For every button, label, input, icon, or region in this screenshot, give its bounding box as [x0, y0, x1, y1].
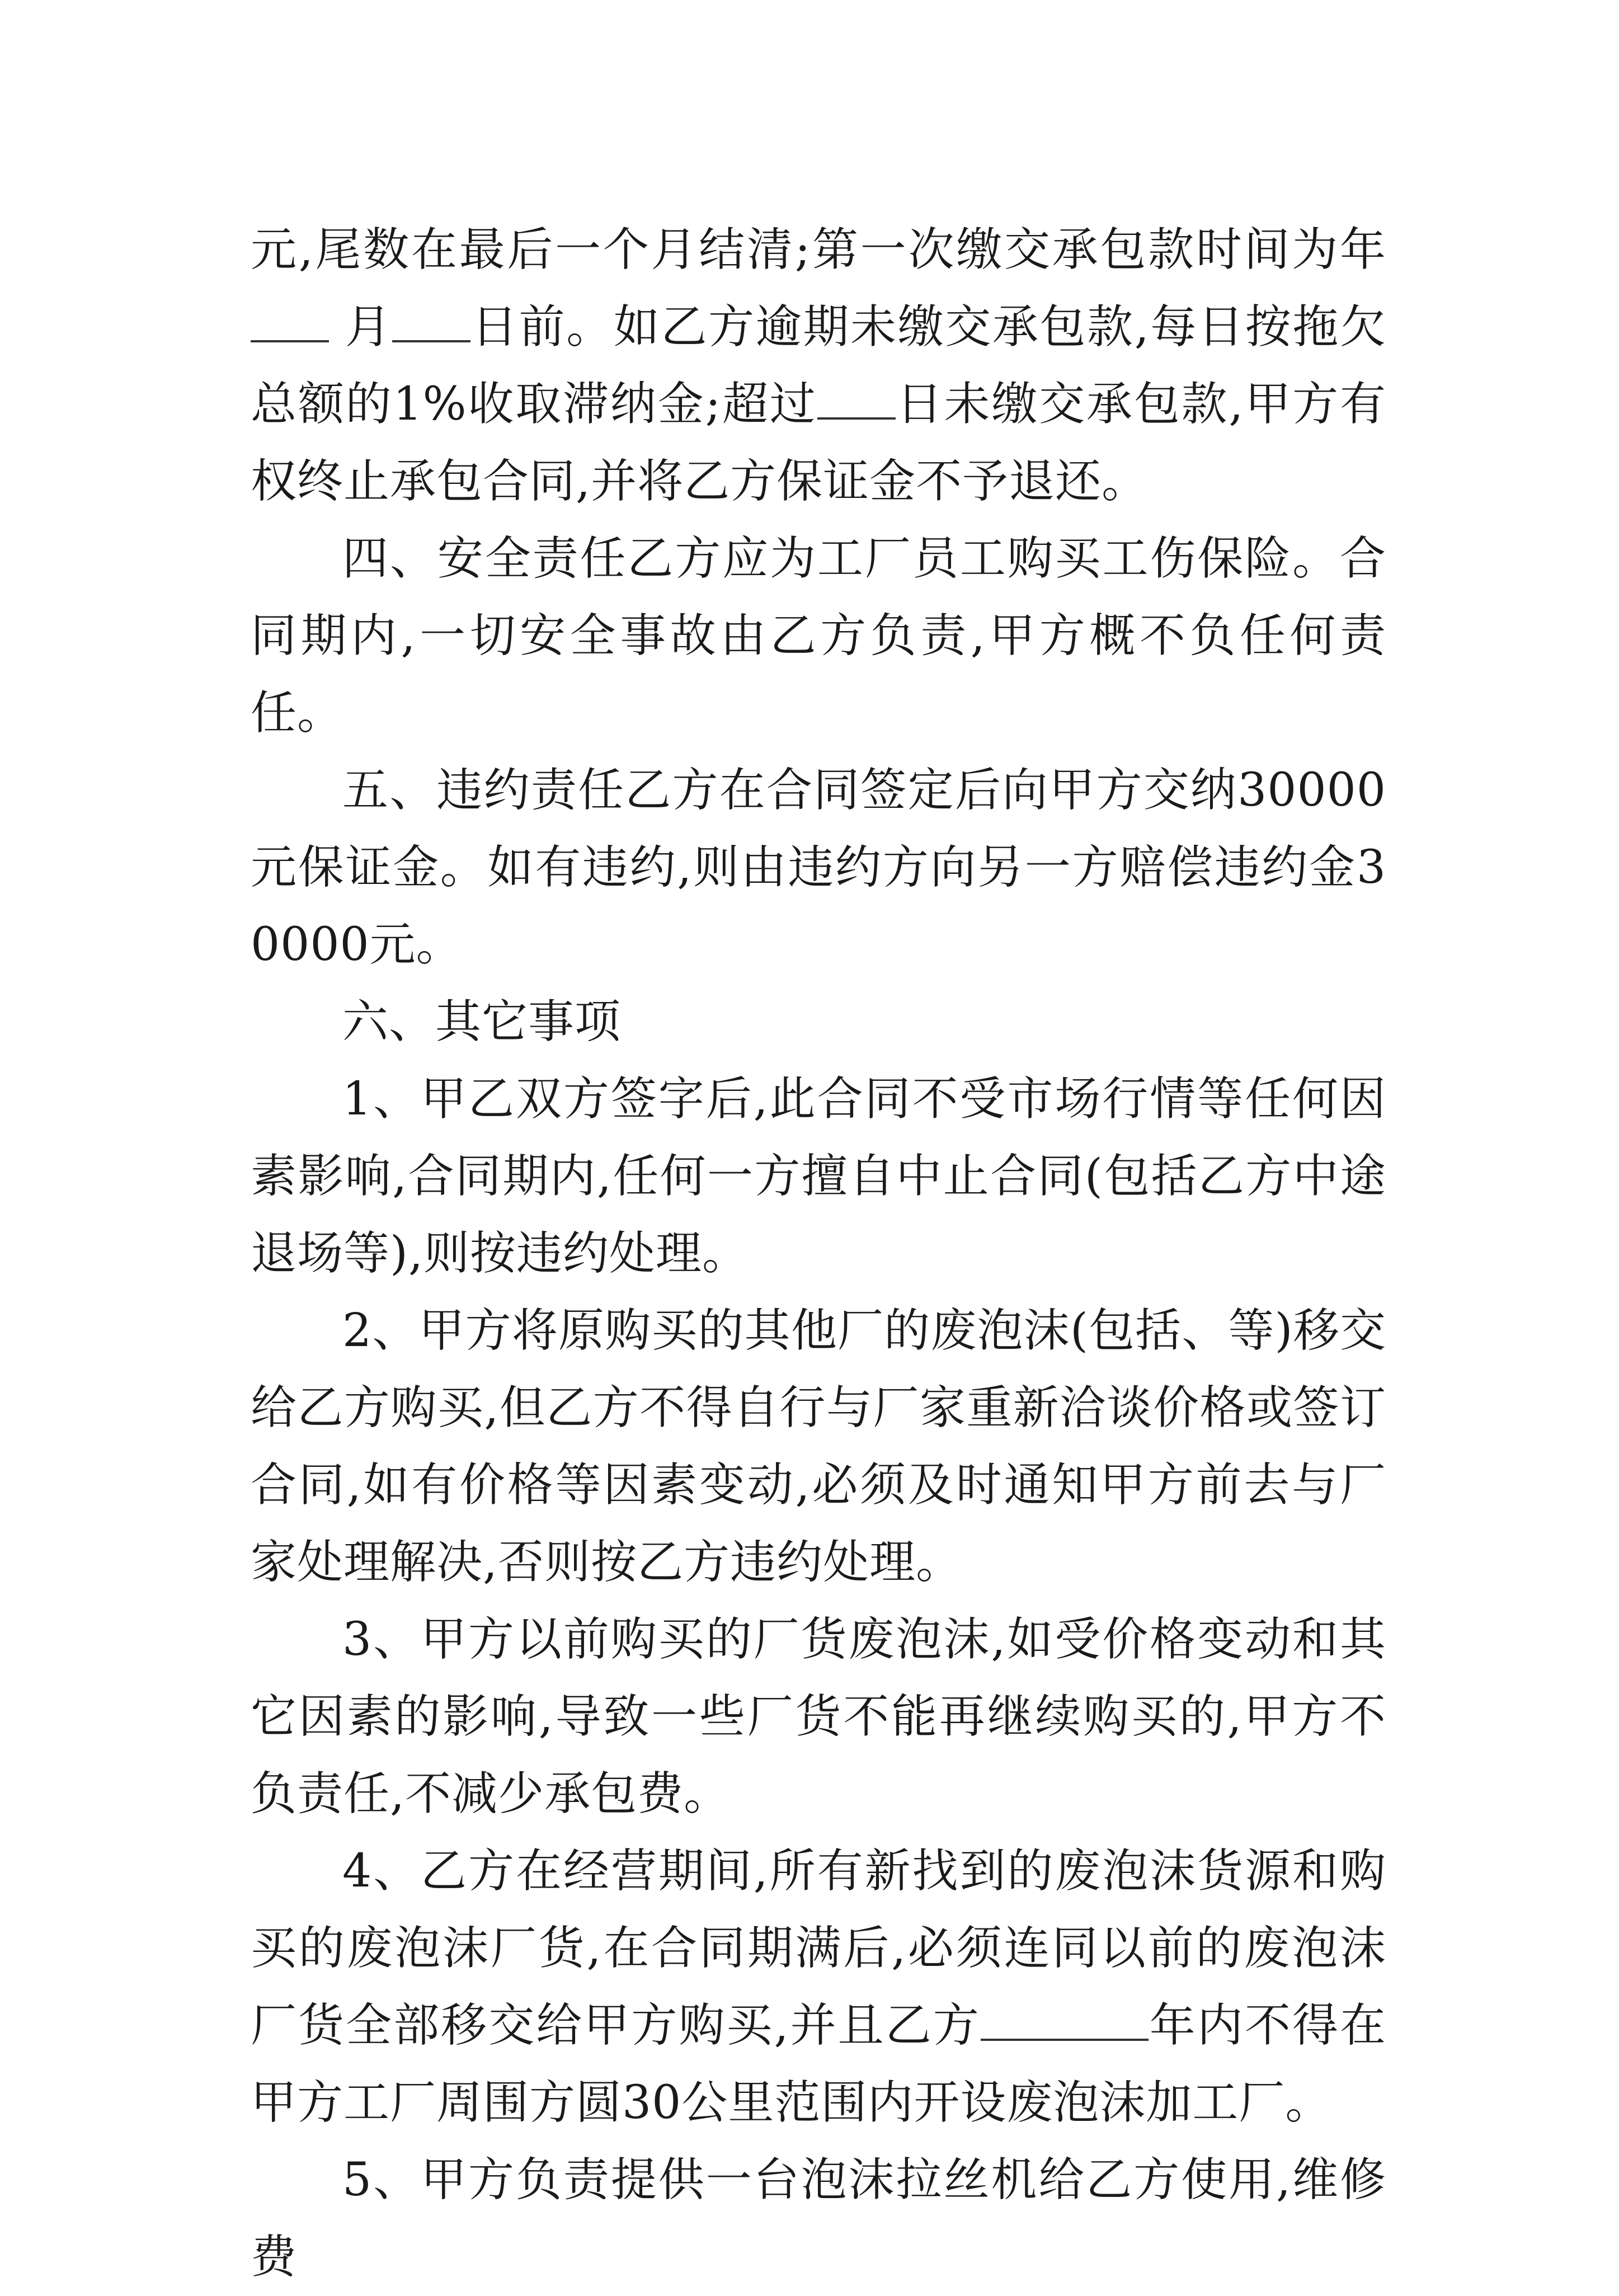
document-body	[251, 211, 1386, 2296]
clause-4	[251, 1833, 1386, 2142]
clause-2	[251, 1292, 1386, 1601]
paragraph-safety-responsibility	[251, 520, 1386, 752]
fill-in-blank-days	[817, 378, 896, 420]
text-segment: 日前。如乙方逾期未缴交承包款,每日按拖欠总额的1%收取滞纳金;超过	[251, 300, 1386, 431]
paragraph-payment-terms	[251, 211, 1386, 520]
fill-in-blank-years	[981, 1999, 1149, 2041]
text-segment: 5、甲方负责提供一台泡沫拉丝机给乙方使用,维修费	[251, 2153, 1386, 2284]
text-segment: 五、违约责任乙方在合同签定后向甲方交纳30000元保证金。如有违约,则由违约方向另一方赔偿违约金30000元。	[251, 764, 1386, 971]
fill-in-blank-year	[251, 301, 329, 342]
text-segment: 3、甲方以前购买的厂货废泡沫,如受价格变动和其它因素的影响,导致一些厂货不能再继续购买的,甲方不负责任,不减少承包费。	[251, 1613, 1386, 1820]
text-segment: 日未缴交承包款,甲方有权终止承包合同,并将乙方保证金不予退还。	[251, 378, 1386, 508]
clause-5	[251, 2142, 1386, 2296]
clause-1	[251, 1061, 1386, 1292]
text-segment: 月	[345, 300, 393, 354]
text-segment: 六、其它事项	[342, 995, 622, 1048]
text-segment: 年内不得在甲方工厂周围方圆30公里范围内开设废泡沫加工厂。	[251, 1999, 1386, 2129]
clause-3	[251, 1601, 1386, 1833]
section-heading-other-matters	[251, 984, 1386, 1061]
paragraph-breach-liability	[251, 752, 1386, 984]
text-segment: 4、乙方在经营期间,所有新找到的废泡沫货源和购买的废泡沫厂货,在合同期满后,必须连同以前的废泡沫厂货全部移交给甲方购买,并且乙方	[251, 1845, 1386, 2052]
text-segment: 1、甲乙双方签字后,此合同不受市场行情等任何因素影响,合同期内,任何一方擅自中止合同(包括乙方中途退场等),则按违约处理。	[251, 1072, 1386, 1280]
fill-in-blank-month	[392, 301, 470, 342]
text-segment: 元,尾数在最后一个月结清;第一次缴交承包款时间为年	[251, 223, 1386, 276]
text-segment: 2、甲方将原购买的其他厂的废泡沫(包括、等)移交给乙方购买,但乙方不得自行与厂家重新洽谈价格或签订合同,如有价格等因素变动,必须及时通知甲方前去与厂家处理解决,否则按乙方违约处理。	[251, 1304, 1386, 1589]
text-segment: 四、安全责任乙方应为工厂员工购买工伤保险。合同期内,一切安全事故由乙方负责,甲方概不负任何责任。	[251, 532, 1386, 740]
